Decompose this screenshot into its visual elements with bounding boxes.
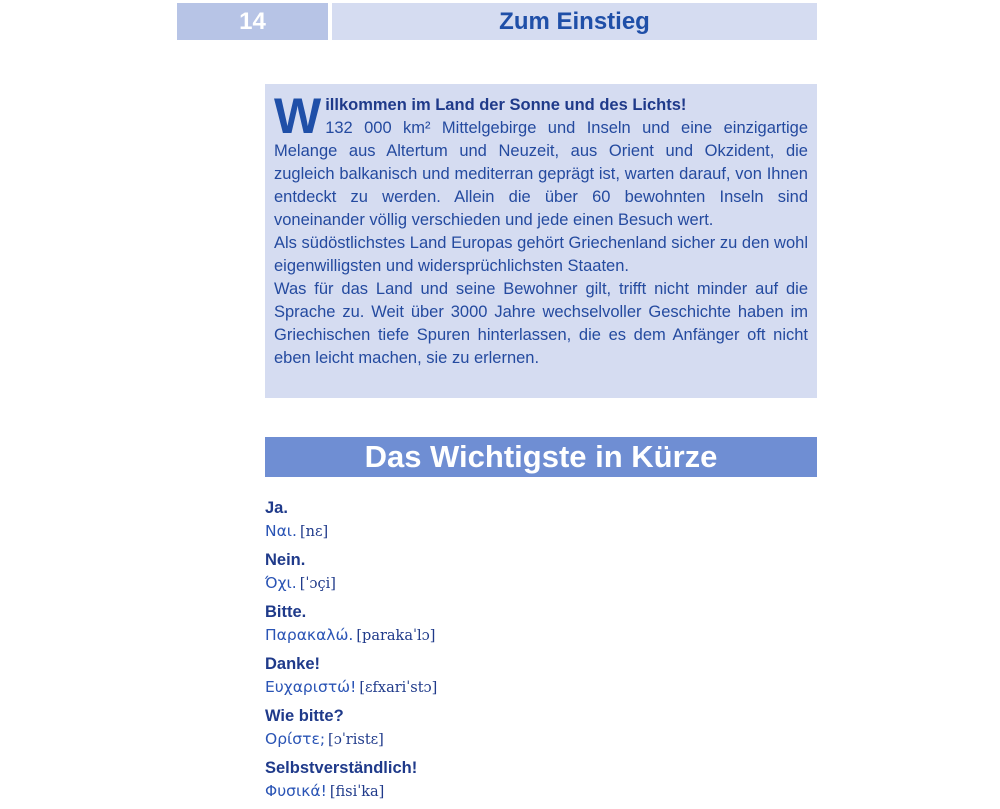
phrase-greek-line — [265, 675, 817, 700]
phrase-german: Ja. — [265, 499, 288, 517]
phrase-greek: Ευχαριστώ! — [265, 678, 357, 696]
section-title: Das Wichtigste in Kürze — [265, 437, 817, 477]
intro-paragraph-1: 132 000 km² Mittelgebirge und Inseln und eine einzigartige Melange aus Altertum und Neuzeit, aus Orient und Okzident, die zugleich balkanisch und mediterran geprägt ist, warten darauf, von Ihnen entdeckt zu werden. Allein die über 60 bewohnten Inseln sind voneinander völlig verschieden und jede einen Besuch wert. — [274, 119, 808, 229]
phrase-pronunciation: [parakaˈlɔ] — [356, 628, 436, 644]
intro-paragraph-2: Als südöstlichstes Land Europas gehört Griechenland sicher zu den wohl eigenwilligsten und widersprüchlichsten Staaten. — [274, 234, 808, 275]
phrase-item — [265, 653, 817, 705]
intro-box — [265, 84, 817, 398]
phrase-pronunciation: [ɛfxariˈstɔ] — [359, 680, 438, 696]
phrase-greek-line — [265, 623, 817, 648]
phrase-greek-line — [265, 727, 817, 752]
phrase-greek: Φυσικά! — [265, 782, 327, 800]
phrase-greek: Ναι. — [265, 522, 297, 540]
phrase-greek-line — [265, 519, 817, 544]
phrase-item — [265, 497, 817, 549]
phrase-german: Bitte. — [265, 603, 307, 621]
phrase-pronunciation: [ɔˈristɛ] — [328, 732, 384, 748]
phrase-greek-line — [265, 779, 817, 804]
phrase-greek-line — [265, 571, 817, 596]
phrase-german: Selbstverständlich! — [265, 759, 418, 777]
page-number: 14 — [177, 3, 328, 40]
phrase-item — [265, 601, 817, 653]
phrase-german: Nein. — [265, 551, 306, 569]
phrase-greek: Παρακαλώ. — [265, 626, 354, 644]
phrase-pronunciation: [ˈɔçi] — [299, 576, 336, 592]
phrase-item — [265, 549, 817, 601]
phrase-greek: Ορίστε; — [265, 730, 326, 748]
phrase-german: Danke! — [265, 655, 321, 673]
chapter-title: Zum Einstieg — [332, 3, 817, 40]
phrase-greek: Όχι. — [265, 574, 297, 592]
intro-paragraph-3: Was für das Land und seine Bewohner gilt, trifft nicht minder auf die Sprache zu. Weit über 3000 Jahre wechselvoller Geschichte haben im Griechischen tiefe Spuren hinterlassen, die es dem Anfänger oft nicht eben leicht machen, sie zu erlernen. — [274, 280, 808, 367]
phrase-german: Wie bitte? — [265, 707, 344, 725]
drop-cap: W — [274, 88, 322, 144]
phrase-pronunciation: [fisiˈka] — [329, 784, 385, 800]
phrase-item — [265, 757, 817, 809]
phrase-pronunciation: [nɛ] — [299, 524, 329, 540]
phrase-item — [265, 705, 817, 757]
phrase-list — [265, 497, 817, 809]
intro-heading: illkommen im Land der Sonne und des Lichts! — [325, 96, 687, 114]
